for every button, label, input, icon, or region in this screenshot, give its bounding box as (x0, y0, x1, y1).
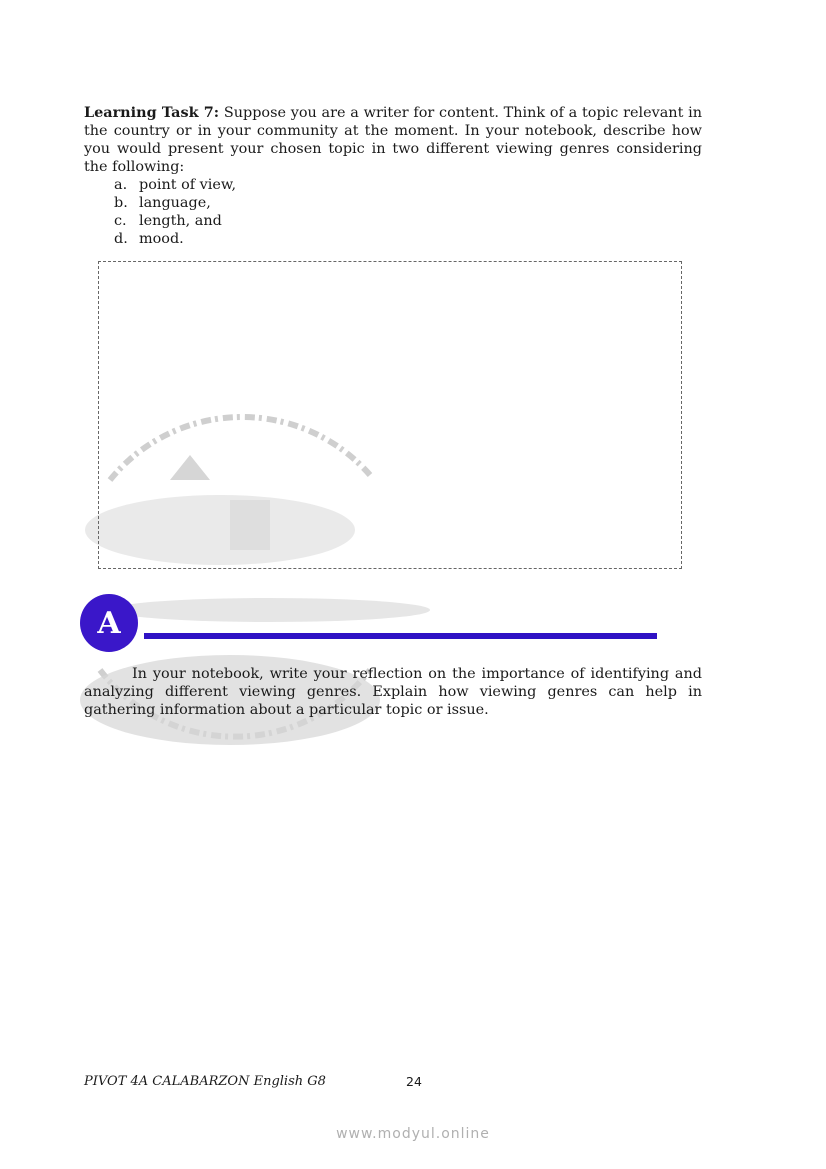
learning-task-7 (84, 104, 702, 248)
list-item-letter: a. (114, 177, 128, 193)
list-item (114, 212, 702, 230)
list-item-text: length, and (139, 213, 222, 229)
section-badge-letter: A (97, 605, 121, 641)
section-divider (144, 633, 657, 639)
section-badge-icon (80, 594, 138, 652)
list-item-text: language, (139, 195, 211, 211)
list-item (114, 194, 702, 212)
learning-task-label: Learning Task 7: (84, 104, 220, 121)
list-item (114, 230, 702, 248)
consideration-list (84, 176, 702, 248)
answer-box (98, 261, 682, 569)
learning-task-instruction: Suppose you are a writer for content. Think of a topic relevant in the country or in your community at the moment. In your notebook, describe how you would present your chosen topic in two different viewing genres considering the following: (84, 105, 702, 175)
page-number: 24 (406, 1074, 422, 1089)
list-item-text: point of view, (139, 177, 237, 193)
list-item-text: mood. (139, 231, 184, 247)
footer-title: PIVOT 4A CALABARZON English G8 (84, 1074, 326, 1089)
reflection-instruction: In your notebook, write your reflection on the importance of identifying and analyzing different viewing genres. Explain how viewing genres can help in gathering information about a particular topic or issue. (84, 666, 702, 718)
list-item-letter: c. (114, 213, 127, 229)
list-item-letter: d. (114, 231, 128, 247)
site-watermark: www.modyul.online (336, 1126, 490, 1142)
list-item (114, 176, 702, 194)
list-item-letter: b. (114, 195, 128, 211)
